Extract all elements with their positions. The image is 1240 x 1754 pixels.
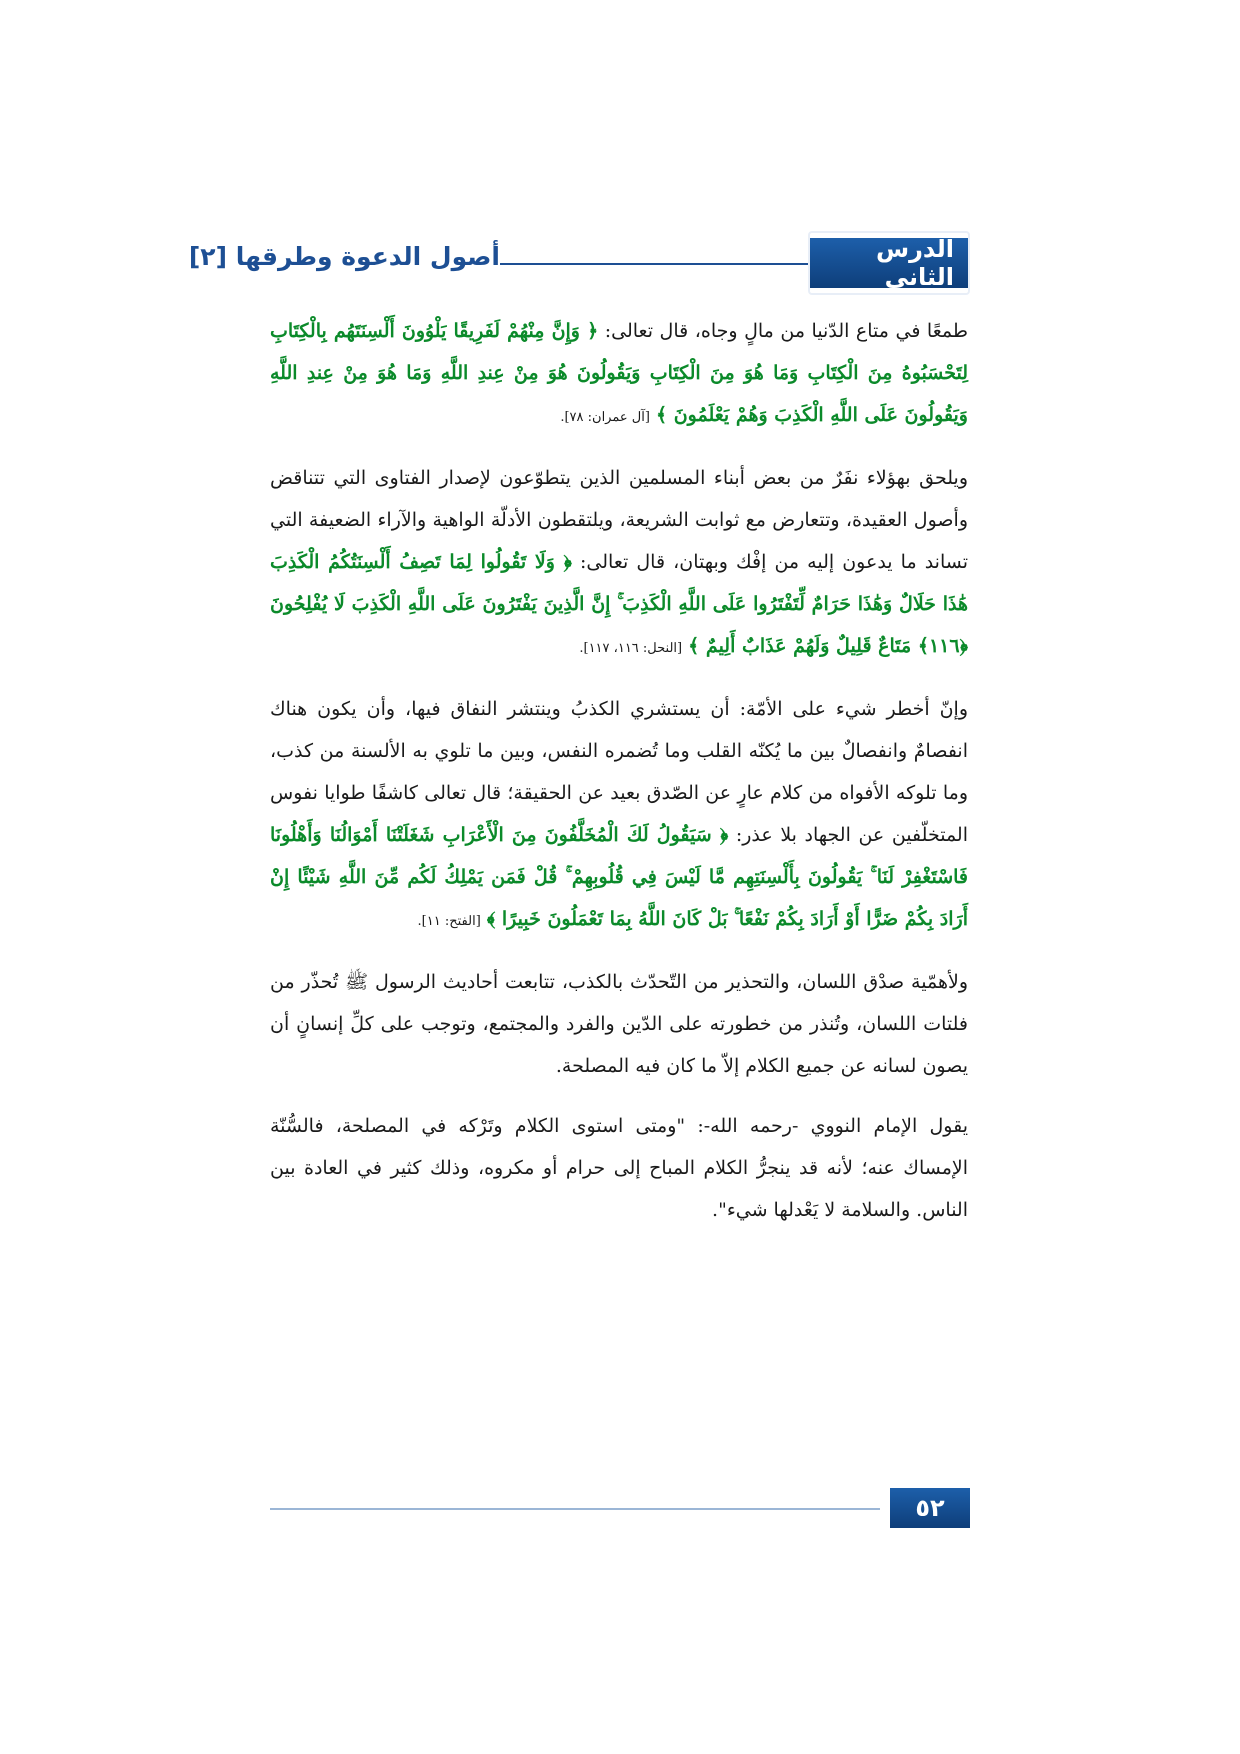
quran-verse: ﴿ سَيَقُولُ لَكَ الْمُخَلَّفُونَ مِنَ الْأَعْرَابِ شَغَلَتْنَا أَمْوَالُنَا وَأَهْلُونَا فَاسْتَغْفِرْ لَنَا ۚ يَقُولُونَ بِأَلْسِنَتِهِم مَّا لَيْسَ فِي قُلُوبِهِمْ ۚ قُلْ فَمَن يَمْلِكُ لَكُم مِّنَ اللَّهِ شَيْئًا إِنْ أَرَادَ بِكُمْ ضَرًّا أَوْ أَرَادَ بِكُمْ نَفْعًا ۚ بَلْ كَانَ اللَّهُ بِمَا تَعْمَلُونَ خَبِيرًا ﴾ [270, 824, 968, 930]
lesson-badge [808, 235, 970, 291]
paragraph-1 [270, 310, 968, 439]
paragraph-text: يقول الإمام النووي -رحمه الله-: "ومتى استوى الكلام وتَرْكه في المصلحة، فالسُّنّة الإمساك عنه؛ لأنه قد ينجرُّ الكلام المباح إلى حرام أو مكروه، وذلك كثير في العادة بين الناس. والسلامة لا يَعْدلها شيء". [270, 1115, 968, 1221]
paragraph-4 [270, 961, 968, 1087]
lesson-label: الدرس الثاني [808, 231, 970, 295]
verse-citation: [النحل: ١١٦، ١١٧]. [579, 641, 683, 656]
footer-divider [270, 1508, 880, 1510]
paragraph-5 [270, 1105, 968, 1231]
paragraph-3 [270, 688, 968, 943]
paragraph-text: ويلحق بهؤلاء نفَرٌ من بعض أبناء المسلمين الذين يتطوّعون لإصدار الفتاوى التي تتناقض وأصول العقيدة، وتتعارض مع ثوابت الشريعة، ويلتقطون الأدلّة الواهية والآراء الضعيفة التي تساند ما يدعون إليه من إفْك وبهتان، قال تعالى: [270, 467, 968, 573]
verse-citation: [الفتح: ١١]. [417, 914, 481, 929]
paragraph-text: طمعًا في متاع الدّنيا من مالٍ وجاه، قال تعالى: [598, 320, 968, 342]
page-header [188, 235, 970, 291]
page-footer [270, 1488, 970, 1528]
header-divider [500, 263, 808, 265]
series-title: أصول الدعوة وطرقها [٢] [188, 242, 500, 271]
page-number: ٥٢ [890, 1488, 970, 1528]
paragraph-text: وإنّ أخطر شيء على الأمّة: أن يستشري الكذبُ وينتشر النفاق فيها، وأن يكون هناك انفصامٌ وانفصالٌ بين ما يُكنّه القلب وما تُضمره النفس، وبين ما تلوي به الألسنة من كذب، وما تلوكه الأفواه من كلام عارٍ عن الصّدق بعيد عن الحقيقة؛ قال تعالى كاشفًا طوايا نفوس المتخلّفين عن الجهاد بلا عذر: [270, 698, 968, 846]
quran-verse: ﴿ وَلَا تَقُولُوا لِمَا تَصِفُ أَلْسِنَتُكُمُ الْكَذِبَ هَٰذَا حَلَالٌ وَهَٰذَا حَرَامٌ لِّتَفْتَرُوا عَلَى اللَّهِ الْكَذِبَ ۚ إِنَّ الَّذِينَ يَفْتَرُونَ عَلَى اللَّهِ الْكَذِبَ لَا يُفْلِحُونَ ﴿١١٦﴾ مَتَاعٌ قَلِيلٌ وَلَهُمْ عَذَابٌ أَلِيمٌ ﴾ [270, 551, 968, 657]
page-body [270, 310, 968, 1249]
quran-verse: ﴿ وَإِنَّ مِنْهُمْ لَفَرِيقًا يَلْوُونَ أَلْسِنَتَهُم بِالْكِتَابِ لِتَحْسَبُوهُ مِنَ الْكِتَابِ وَمَا هُوَ مِنَ الْكِتَابِ وَيَقُولُونَ هُوَ مِنْ عِندِ اللَّهِ وَمَا هُوَ مِنْ عِندِ اللَّهِ وَيَقُولُونَ عَلَى اللَّهِ الْكَذِبَ وَهُمْ يَعْلَمُونَ ﴾ [270, 320, 968, 426]
paragraph-text: ولأهمّية صدْق اللسان، والتحذير من التّحدّث بالكذب، تتابعت أحاديث الرسول ﷺ تُحذّر من فلتات اللسان، وتُنذر من خطورته على الدّين والفرد والمجتمع، وتوجب على كلِّ إنسانٍ أن يصون لسانه عن جميع الكلام إلاّ ما كان فيه المصلحة. [270, 971, 968, 1077]
verse-citation: [آل عمران: ٧٨]. [560, 410, 650, 425]
paragraph-2 [270, 457, 968, 670]
